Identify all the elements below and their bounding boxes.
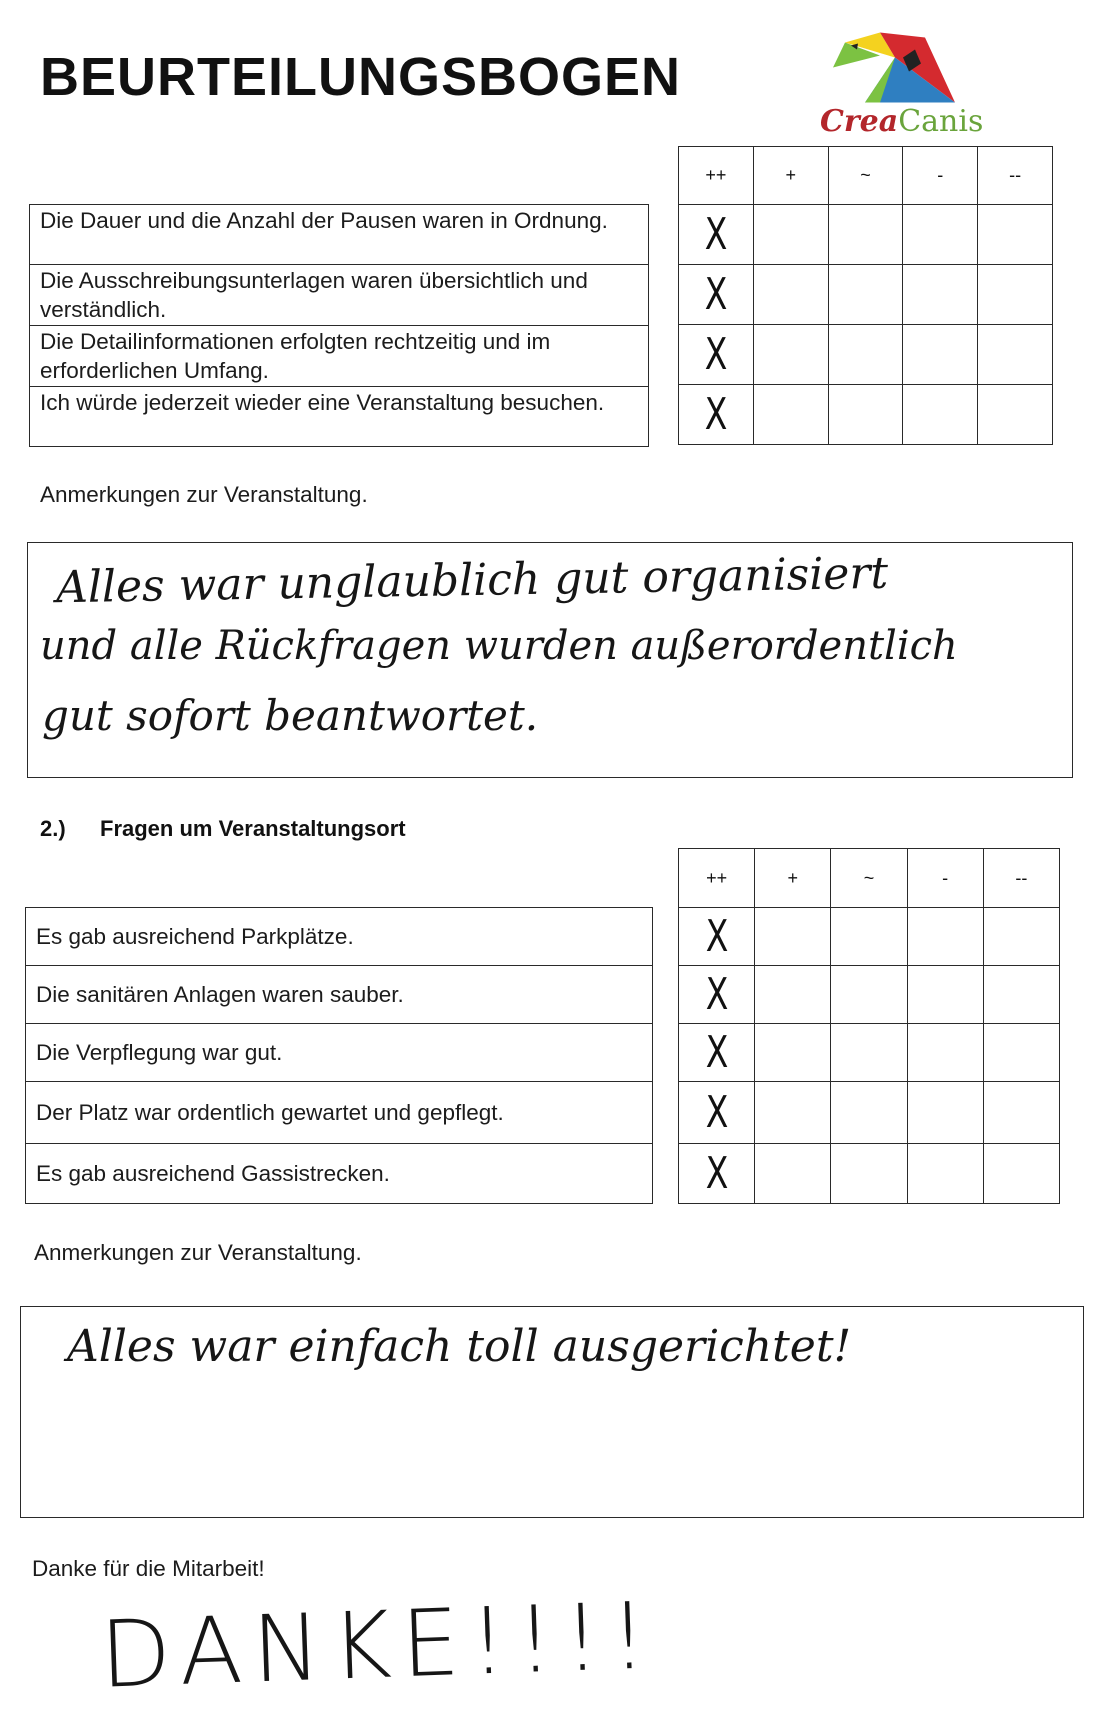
rating-cell[interactable] bbox=[831, 908, 907, 966]
rating-cell[interactable] bbox=[679, 205, 754, 265]
question-row bbox=[26, 1082, 653, 1144]
rating-row bbox=[679, 1144, 1060, 1204]
rating-cell[interactable] bbox=[831, 1024, 907, 1082]
rating-cell[interactable] bbox=[903, 265, 978, 325]
rating-cell[interactable] bbox=[755, 1144, 831, 1204]
section1-comment-box bbox=[27, 542, 1073, 778]
question-text: Der Platz war ordentlich gewartet und gepflegt. bbox=[26, 1082, 653, 1144]
creacanis-logo-text bbox=[820, 104, 983, 139]
rating-header: -- bbox=[978, 147, 1053, 205]
rating-cell[interactable] bbox=[831, 966, 907, 1024]
section1-comment-line: gut sofort beantwortet. bbox=[42, 691, 539, 740]
rating-cell[interactable] bbox=[679, 265, 754, 325]
rating-cell[interactable] bbox=[907, 1024, 983, 1082]
rating-cell[interactable] bbox=[753, 205, 828, 265]
thanks-text: Danke für die Mitarbeit! bbox=[32, 1556, 265, 1581]
rating-cell[interactable] bbox=[983, 1082, 1059, 1144]
check-x-mark: X bbox=[705, 968, 728, 1020]
rating-row bbox=[679, 265, 1053, 325]
section2-comment-line: Alles war einfach toll ausgerichtet! bbox=[67, 1321, 852, 1372]
rating-cell[interactable] bbox=[903, 385, 978, 445]
question-text: Die Dauer und die Anzahl der Pausen waren in Ordnung. bbox=[30, 205, 649, 265]
rating-header: ++ bbox=[679, 147, 754, 205]
rating-cell[interactable] bbox=[755, 908, 831, 966]
rating-row bbox=[679, 385, 1053, 445]
section2-number: 2.) bbox=[40, 816, 66, 841]
section2-comments-label: Anmerkungen zur Veranstaltung. bbox=[34, 1240, 362, 1265]
rating-header: + bbox=[755, 849, 831, 908]
rating-cell[interactable] bbox=[983, 1024, 1059, 1082]
rating-cell[interactable] bbox=[679, 1144, 755, 1204]
section2-rating-table bbox=[678, 848, 1060, 1204]
check-x-mark: X bbox=[704, 388, 728, 440]
rating-cell[interactable] bbox=[983, 908, 1059, 966]
section2-comment-box bbox=[20, 1306, 1084, 1518]
question-row bbox=[26, 966, 653, 1024]
question-text: Es gab ausreichend Parkplätze. bbox=[26, 908, 653, 966]
question-row bbox=[30, 205, 649, 265]
check-x-mark: X bbox=[704, 268, 728, 320]
rating-cell[interactable] bbox=[978, 325, 1053, 385]
rating-cell[interactable] bbox=[679, 325, 754, 385]
rating-cell[interactable] bbox=[978, 385, 1053, 445]
rating-header: + bbox=[753, 147, 828, 205]
rating-header: - bbox=[903, 147, 978, 205]
rating-cell[interactable] bbox=[753, 325, 828, 385]
rating-cell[interactable] bbox=[831, 1082, 907, 1144]
question-text: Die sanitären Anlagen waren sauber. bbox=[26, 966, 653, 1024]
rating-cell[interactable] bbox=[828, 385, 903, 445]
section1-rating-table bbox=[678, 146, 1053, 445]
rating-row bbox=[679, 966, 1060, 1024]
section2-heading: Fragen um Veranstaltungsort bbox=[100, 816, 406, 841]
section1-comments-label: Anmerkungen zur Veranstaltung. bbox=[40, 482, 368, 507]
rating-cell[interactable] bbox=[978, 205, 1053, 265]
rating-cell[interactable] bbox=[907, 1144, 983, 1204]
rating-header: - bbox=[907, 849, 983, 908]
question-text: Die Verpflegung war gut. bbox=[26, 1024, 653, 1082]
rating-row bbox=[679, 1082, 1060, 1144]
rating-cell[interactable] bbox=[907, 1082, 983, 1144]
question-row bbox=[30, 326, 649, 387]
check-x-mark: X bbox=[704, 328, 728, 380]
question-row bbox=[26, 1144, 653, 1204]
rating-cell[interactable] bbox=[755, 1082, 831, 1144]
rating-cell[interactable] bbox=[753, 385, 828, 445]
question-row bbox=[26, 908, 653, 966]
rating-row bbox=[679, 205, 1053, 265]
rating-cell[interactable] bbox=[679, 385, 754, 445]
rating-header: ++ bbox=[679, 849, 755, 908]
check-x-mark: X bbox=[705, 1026, 728, 1078]
rating-header: ~ bbox=[831, 849, 907, 908]
question-text: Die Detailinformationen erfolgten rechtzeitig und im erforderlichen Umfang. bbox=[30, 326, 649, 387]
question-text: Ich würde jederzeit wieder eine Veranstaltung besuchen. bbox=[30, 387, 649, 447]
check-x-mark: X bbox=[704, 208, 728, 260]
section1-questions-table bbox=[29, 204, 649, 447]
question-text: Die Ausschreibungsunterlagen waren übersichtlich und verständlich. bbox=[30, 265, 649, 326]
rating-cell[interactable] bbox=[828, 205, 903, 265]
section1-comment-line: Alles war unglaublich gut organisiert bbox=[55, 547, 889, 614]
rating-cell[interactable] bbox=[903, 325, 978, 385]
rating-row bbox=[679, 1024, 1060, 1082]
rating-row bbox=[679, 325, 1053, 385]
rating-cell[interactable] bbox=[983, 1144, 1059, 1204]
rating-cell[interactable] bbox=[903, 205, 978, 265]
question-text: Es gab ausreichend Gassistrecken. bbox=[26, 1144, 653, 1204]
check-x-mark: X bbox=[705, 1147, 728, 1199]
rating-header: ~ bbox=[828, 147, 903, 205]
question-row bbox=[30, 387, 649, 447]
rating-cell[interactable] bbox=[755, 966, 831, 1024]
rating-cell[interactable] bbox=[755, 1024, 831, 1082]
handwritten-danke: DANKE!!!! bbox=[98, 1582, 659, 1709]
rating-cell[interactable] bbox=[828, 265, 903, 325]
rating-cell[interactable] bbox=[907, 908, 983, 966]
logo-text-crea: Crea bbox=[820, 104, 899, 139]
rating-cell[interactable] bbox=[983, 966, 1059, 1024]
rating-cell[interactable] bbox=[907, 966, 983, 1024]
section1-comment-line: und alle Rückfragen wurden außerordentlich bbox=[40, 623, 958, 669]
rating-cell[interactable] bbox=[679, 1024, 755, 1082]
logo-text-canis: Canis bbox=[898, 104, 984, 139]
rating-cell[interactable] bbox=[978, 265, 1053, 325]
rating-cell[interactable] bbox=[753, 265, 828, 325]
rating-row bbox=[679, 908, 1060, 966]
page-title: BEURTEILUNGSBOGEN bbox=[40, 47, 682, 107]
rating-cell[interactable] bbox=[679, 908, 755, 966]
check-x-mark: X bbox=[705, 1086, 728, 1138]
rating-cell[interactable] bbox=[679, 966, 755, 1024]
rating-cell[interactable] bbox=[828, 325, 903, 385]
rating-cell[interactable] bbox=[831, 1144, 907, 1204]
question-row bbox=[30, 265, 649, 326]
rating-cell[interactable] bbox=[679, 1082, 755, 1144]
check-x-mark: X bbox=[705, 910, 728, 962]
question-row bbox=[26, 1024, 653, 1082]
section2-questions-table bbox=[25, 907, 653, 1204]
rating-header: -- bbox=[983, 849, 1059, 908]
